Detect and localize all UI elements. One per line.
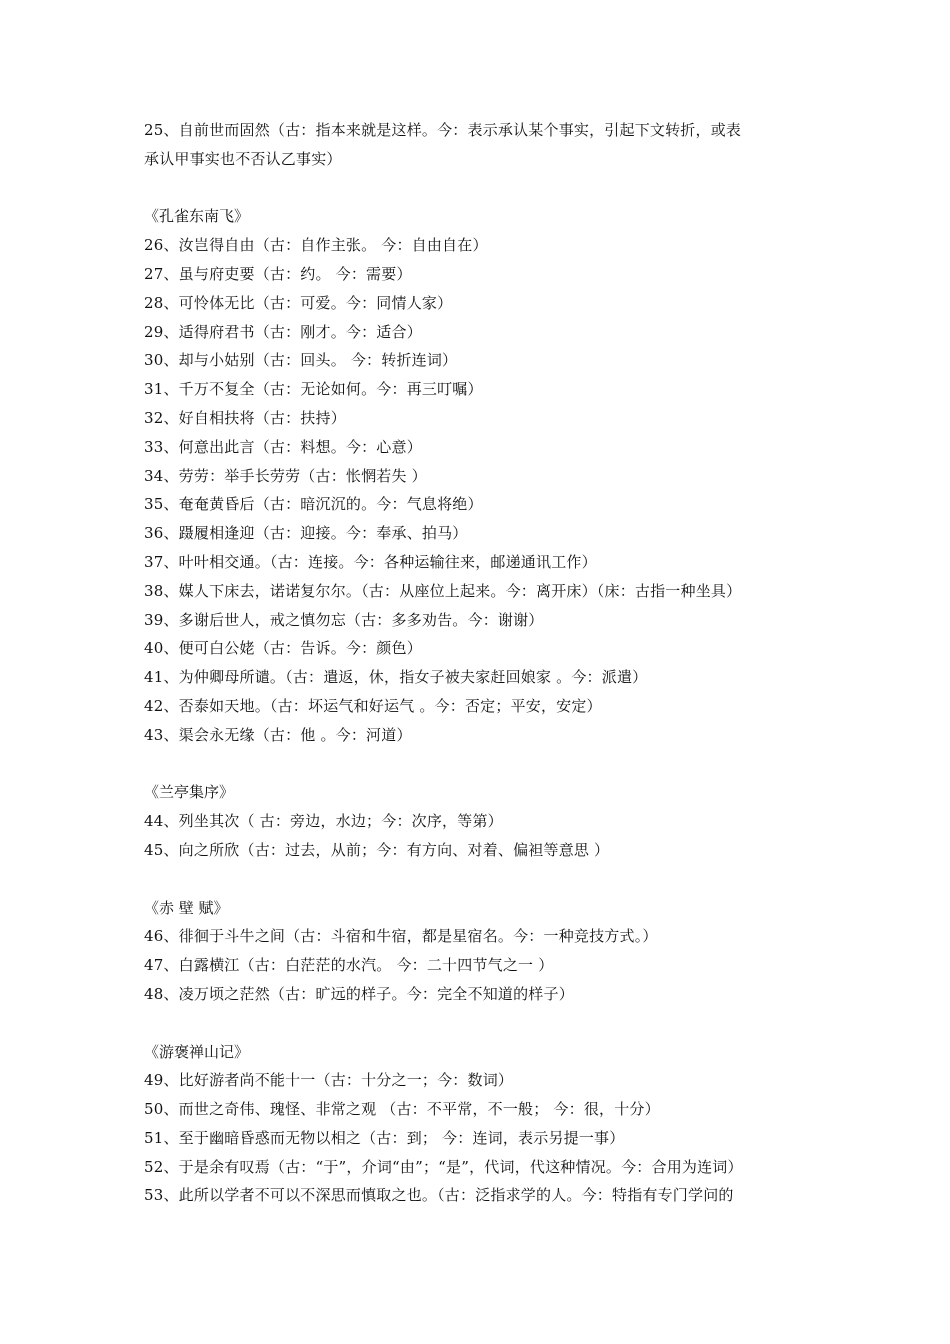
section-title-baochan: 《游褒禅山记》 bbox=[144, 1042, 250, 1061]
document-page bbox=[144, 116, 812, 1210]
list-item: 53、此所以学者不可以不深思而慎取之也。（古：泛指求学的人。今：特指有专门学问的 bbox=[144, 1186, 734, 1205]
list-item: 49、比好游者尚不能十一（古：十分之一；今：数词） bbox=[144, 1071, 514, 1090]
list-item: 52、于是余有叹焉（古：“于”，介词“由”；“是”，代词，代这种情况。今：合用为连词） bbox=[144, 1157, 743, 1176]
list-item: 46、徘徊于斗牛之间（古：斗宿和牛宿，都是星宿名。今：一种竞技方式。） bbox=[144, 927, 658, 946]
list-item: 43、渠会永无缘（古：他 。今：河道） bbox=[144, 725, 412, 744]
intro-line-2: 承认甲事实也不否认乙事实） bbox=[144, 149, 342, 168]
list-item: 34、劳劳：举手长劳劳（古：怅惘若失 ） bbox=[144, 466, 427, 485]
list-item: 38、媒人下床去，诺诺复尔尔。（古：从座位上起来。今：离开床）（床：古指一种坐具） bbox=[144, 581, 742, 600]
list-item: 26、汝岂得自由（古：自作主张。 今：自由自在） bbox=[144, 236, 488, 255]
list-item: 50、而世之奇伟、瑰怪、非常之观 （古：不平常，不一般； 今：很，十分） bbox=[144, 1100, 660, 1119]
section-gap bbox=[144, 750, 812, 779]
section-gap bbox=[144, 174, 812, 203]
section-gap bbox=[144, 1009, 812, 1038]
list-item: 27、虽与府吏要（古：约。 今：需要） bbox=[144, 264, 412, 283]
list-item: 47、白露横江（古：白茫茫的水汽。 今：二十四节气之一 ） bbox=[144, 956, 554, 975]
list-item: 44、列坐其次（ 古：旁边，水边；今：次序，等第） bbox=[144, 812, 503, 831]
list-item: 32、好自相扶将（古：扶持） bbox=[144, 408, 346, 427]
list-item: 45、向之所欣（古：过去，从前；今：有方向、对着、偏袒等意思 ） bbox=[144, 840, 610, 859]
list-item: 30、却与小姑别（古：回头。 今：转折连词） bbox=[144, 351, 458, 370]
list-item: 29、适得府君书（古：刚才。今：适合） bbox=[144, 322, 422, 341]
section-title-lanting: 《兰亭集序》 bbox=[144, 783, 235, 802]
list-item: 39、多谢后世人，戒之慎勿忘（古：多多劝告。今：谢谢） bbox=[144, 610, 544, 629]
intro-line-1: 25、自前世而固然（古：指本来就是这样。今：表示承认某个事实，引起下文转折，或表 bbox=[144, 121, 742, 139]
section-gap bbox=[144, 865, 812, 894]
list-item: 37、叶叶相交通。（古：连接。今：各种运输往来，邮递通讯工作） bbox=[144, 552, 597, 571]
list-item: 51、至于幽暗昏惑而无物以相之（古：到； 今：连词，表示另提一事） bbox=[144, 1128, 625, 1147]
list-item: 35、奄奄黄昏后（古：暗沉沉的。今：气息将绝） bbox=[144, 495, 483, 514]
section-title-chibi: 《赤 壁 赋》 bbox=[144, 898, 229, 917]
list-item: 42、否泰如天地。（古：坏运气和好运气 。今：否定；平安，安定） bbox=[144, 696, 602, 715]
list-item: 28、可怜体无比（古：可爱。今：同情人家） bbox=[144, 293, 453, 312]
section-title-kongque: 《孔雀东南飞》 bbox=[144, 207, 250, 226]
list-item: 40、便可白公姥（古：告诉。今：颜色） bbox=[144, 639, 422, 658]
list-item: 48、凌万顷之茫然（古：旷远的样子。今：完全不知道的样子） bbox=[144, 984, 574, 1003]
list-item: 33、何意出此言（古：料想。今：心意） bbox=[144, 437, 422, 456]
list-item: 41、为仲卿母所谴。（古：遣返，休，指女子被夫家赶回娘家 。今：派遣） bbox=[144, 668, 648, 687]
list-item: 36、蹑履相逢迎（古：迎接。今：奉承、拍马） bbox=[144, 524, 468, 543]
list-item: 31、千万不复全（古：无论如何。今：再三叮嘱） bbox=[144, 380, 483, 399]
